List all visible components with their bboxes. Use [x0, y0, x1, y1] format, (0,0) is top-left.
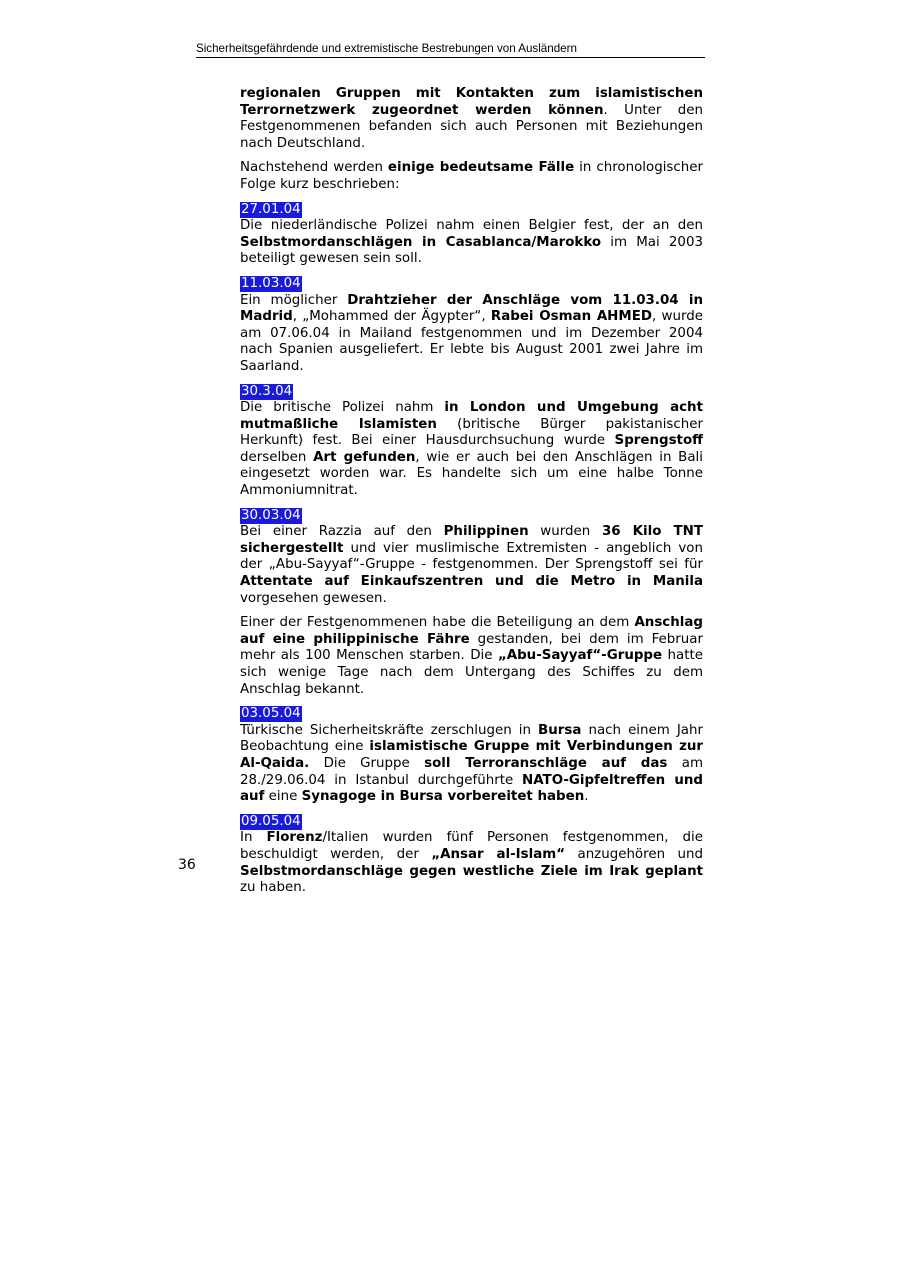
text-run: , „Mohammed der Ägypter“,	[292, 309, 491, 325]
text-run: gestanden, bei dem im Februar mehr als 100 Menschen starben. Die	[240, 631, 703, 664]
page-body	[240, 86, 703, 905]
text-run: Ein möglicher	[240, 292, 348, 308]
incident-paragraph	[240, 202, 703, 268]
text-run: nach einem Jahr Beobachtung eine	[240, 722, 704, 755]
bold-text-run: Anschlag auf eine philippinische Fähre	[240, 615, 703, 647]
bold-text-run: Drahtzieher der Anschläge vom 11.03.04 in Madrid	[240, 292, 703, 325]
text-run: Die Gruppe	[309, 755, 425, 771]
bold-text-run: Sprengstoff	[614, 433, 703, 449]
text-run: (britische Bürger pakistanischer Herkunft) fest. Bei einer Hausdurchsuchung wurde	[240, 416, 703, 449]
incident-paragraph	[240, 814, 703, 897]
text-run: zu haben.	[240, 880, 306, 896]
incident-paragraph	[240, 706, 703, 806]
incident-paragraph	[240, 615, 703, 698]
text-run: . Unter den Festgenommenen befanden sich auch Personen mit Beziehungen nach Deutschland.	[240, 102, 703, 151]
incident-paragraph	[240, 508, 703, 608]
text-run: anzugehören und	[565, 846, 703, 862]
incident-date-label: 09.05.04	[241, 813, 301, 829]
text-run: /Italien wurden fünf Personen festgenommen, die beschuldigt werden, der	[240, 830, 703, 862]
text-run: derselben	[240, 449, 314, 465]
bold-text-run: Attentate auf Einkaufszentren und die Metro in Manila	[240, 574, 703, 590]
intro-paragraph-1	[240, 86, 703, 152]
incident-date-label: 03.05.04	[241, 706, 301, 722]
page-number: 36	[178, 857, 196, 873]
incident-date-label: 11.03.04	[241, 275, 301, 291]
text-run: , wie er auch bei den Anschlägen in Bali eingesetzt worden war. Es handelte sich um eine halbe Tonne Ammoniumnitrat.	[240, 449, 703, 499]
text-run: Bei einer Razzia auf den	[240, 524, 444, 540]
intro-paragraph-2	[240, 160, 703, 193]
bold-text-run: Rabei Osman AHMED	[490, 309, 652, 325]
text-run: vorgesehen gewesen.	[240, 590, 387, 606]
text-run: , wurde am 07.06.04 in Mailand festgenommen und im Dezember 2004 nach Spanien ausgeliefert. Er lebte bis August 2001 zwei Jahre im Saarland.	[240, 309, 703, 374]
incident-paragraph	[240, 384, 703, 500]
text-run: am 28./29.06.04 in Istanbul durchgeführte	[240, 755, 703, 788]
bold-text-run: Synagoge in Bursa vorbereitet haben	[301, 789, 585, 805]
text-run: wurden	[528, 524, 602, 540]
bold-text-run: NATO-Gipfeltreffen und auf	[240, 772, 703, 805]
bold-text-run: „Abu-Sayyaf“-Gruppe	[497, 648, 663, 664]
bold-text-run: in London und Umgebung acht mutmaßliche Islamisten	[240, 400, 703, 432]
incident-date-label: 30.03.04	[241, 507, 301, 523]
text-run: In	[240, 830, 267, 846]
text-run: in chronologischer Folge kurz beschrieben:	[240, 160, 703, 192]
incident-date-label: 27.01.04	[241, 201, 301, 217]
bold-text-run: Bursa	[538, 722, 582, 738]
incident-list	[240, 202, 703, 897]
bold-text-run: soll Terroranschläge auf das	[424, 755, 668, 771]
text-run: Die niederländische Polizei nahm einen Belgier fest, der an den	[240, 218, 703, 234]
incident-paragraph	[240, 276, 703, 376]
text-run: eine	[264, 789, 302, 805]
text-run: und vier muslimische Extremisten - angeblich von der „Abu-Sayyaf“-Gruppe - festgenommen. Der Sprengstoff sei für	[240, 540, 703, 573]
text-run: Nachstehend werden	[240, 160, 388, 176]
text-run: .	[584, 789, 589, 805]
bold-text-run: 36 Kilo TNT sichergestellt	[240, 524, 703, 556]
text-run: im Mai 2003 beteiligt gewesen sein soll.	[240, 234, 703, 267]
text-run: hatte sich wenige Tage nach dem Untergang des Schiffes zu dem Anschlag bekannt.	[240, 648, 703, 697]
text-run: Türkische Sicherheitskräfte zerschlugen in	[240, 722, 539, 738]
bold-text-run: islamistische Gruppe mit Verbindungen zur Al-Qaida.	[240, 739, 704, 771]
bold-text-run: Florenz	[266, 830, 323, 846]
bold-text-run: regionalen Gruppen mit Kontakten zum islamistischen Terrornetzwerk zugeordnet werden können	[240, 86, 703, 118]
text-run: Einer der Festgenommenen habe die Beteiligung an dem	[240, 615, 635, 631]
bold-text-run: Selbstmordanschlägen in Casablanca/Marokko	[240, 234, 602, 250]
running-header: Sicherheitsgefährdende und extremistische Bestrebungen von Ausländern	[196, 42, 705, 58]
bold-text-run: Art gefunden	[313, 449, 416, 465]
bold-text-run: Philippinen	[443, 524, 529, 540]
bold-text-run: einige bedeutsame Fälle	[387, 160, 575, 176]
bold-text-run: „Ansar al-Islam“	[431, 846, 566, 862]
bold-text-run: Selbstmordanschläge gegen westliche Ziele im Irak geplant	[240, 863, 703, 879]
text-run: Die britische Polizei nahm	[240, 400, 445, 416]
incident-date-label: 30.3.04	[241, 383, 293, 399]
